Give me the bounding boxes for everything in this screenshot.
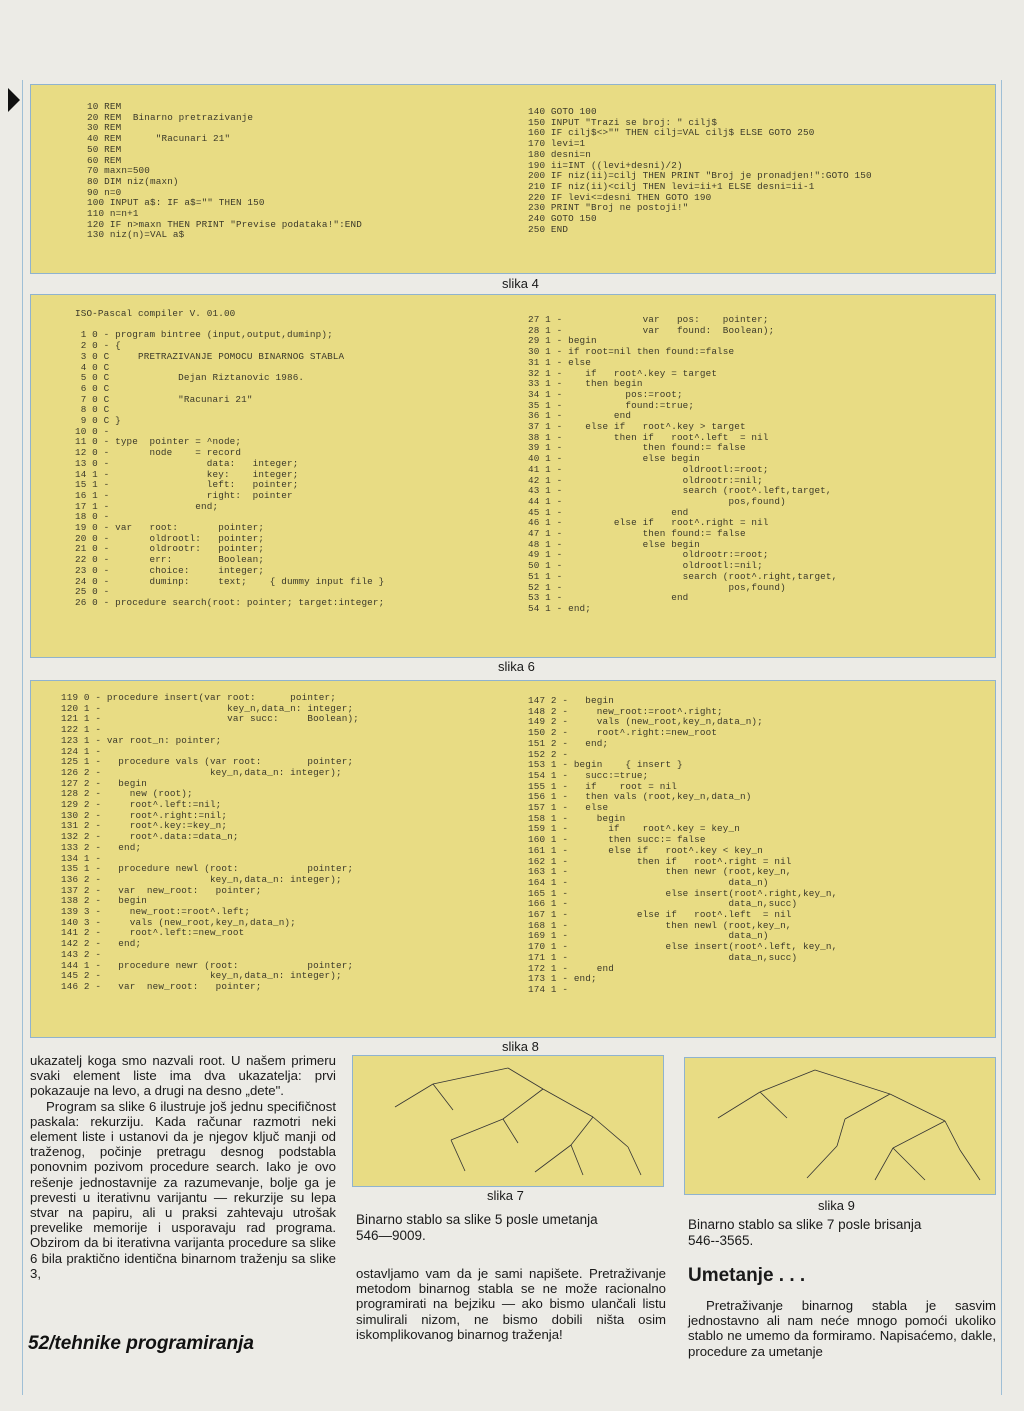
- listing-8-left: 119 0 - procedure insert(var root: pointer; 120 1 - key_n,data_n: integer; 121 1 - var succ: Boolean); 122 1 - 123 1 - var root_n: pointer; 124 1 - 125 1 - procedure vals (var root: pointer; 126 2 - key_n,data_n: integer); 127 2 - begin 128 2 - new (root); 129 2 - root^.left:=nil; 130 2 - root^.right:=nil; 131 2 - root^.key:=key_n; 132 2 - root^.data:=data_n; 133 2 - end; 134 1 - 135 1 - procedure newl (root: pointer; 136 2 - key_n,data_n: integer); 137 2 - var new_root: pointer; 138 2 - begin 139 3 - new_root:=root^.left; 140 3 - vals (new_root,key_n,data_n); 141 2 - root^.left:=new_root 142 2 - end; 143 2 - 144 1 - procedure newr (root: pointer; 145 2 - key_n,data_n: integer); 146 2 - var new_root: pointer;: [61, 692, 359, 992]
- figure-9-description: Binarno stablo sa slike 7 posle brisanja 546--3565.: [688, 1217, 922, 1248]
- caption-slika-6: slika 6: [498, 659, 535, 674]
- figure-7-tree: [352, 1055, 664, 1187]
- listing-6-left: ISO-Pascal compiler V. 01.00 1 0 - program bintree (input,output,duminp); 2 0 - { 3 0 C PRETRAZIVANJE POMOCU BINARNOG STABLA 4 0 C 5 0 C Dejan Riztanovic 1986. 6 0 C 7 0 C "Racunari 21" 8 0 C 9 0 C } 10 0 - 11 0 - type pointer = ^node; 12 0 - node = record 13 0 - data: integer; 14 1 - key: integer; 15 1 - left: pointer; 16 1 - right: pointer 17 1 - end; 18 0 - 19 0 - var root: pointer; 20 0 - oldrootl: pointer; 21 0 - oldrootr: pointer; 22 0 - err: Boolean; 23 0 - choice: integer; 24 0 - duminp: text; { dummy input file } 25 0 - 26 0 - procedure search(root: pointer; target:integer;: [75, 308, 385, 608]
- figure-6-listing: [30, 294, 996, 658]
- listing-4-right: 140 GOTO 100 150 INPUT "Trazi se broj: " cilj$ 160 IF cilj$<>"" THEN cilj=VAL cilj$ ELSE GOTO 250 170 levi=1 180 desni=n 190 ii=INT ((levi+desni)/2) 200 IF niz(ii)=cilj THEN PRINT "Broj je pronadjen!":GOTO 150 210 IF niz(ii)<cilj THEN levi=ii+1 ELSE desni=ii-1 220 IF levi<=desni THEN GOTO 190 230 PRINT "Broj ne postoji!" 240 GOTO 150 250 END: [528, 106, 872, 235]
- figure-8-listing: [30, 680, 996, 1038]
- listing-4-left: 10 REM 20 REM Binarno pretrazivanje 30 REM 40 REM "Racunari 21" 50 REM 60 REM 70 maxn=500 80 DIM niz(maxn) 90 n=0 100 INPUT a$: IF a$="" THEN 150 110 n=n+1 120 IF n>maxn THEN PRINT "Previse podataka!":END 130 niz(n)=VAL a$: [87, 101, 362, 241]
- caption-slika-7: slika 7: [487, 1188, 524, 1203]
- caption-slika-9: slika 9: [818, 1198, 855, 1213]
- body-left-paragraph-1: ukazatelj koga smo nazvali root. U našem primeru svaki element liste ima dva ukazatelja: prvi pokazauje na levo, a drugi na desno „dete".: [30, 1053, 336, 1099]
- tree-9-diagram: [685, 1058, 997, 1196]
- tree-9-edges: [718, 1070, 980, 1180]
- caption-slika-4: slika 4: [502, 276, 539, 291]
- page-footer: 52/tehnike programiranja: [28, 1333, 254, 1354]
- figure-7-description: Binarno stablo sa slike 5 posle umetanja 546—9009.: [356, 1212, 598, 1243]
- figure-9-tree: [684, 1057, 996, 1195]
- tree-7-diagram: [353, 1056, 665, 1188]
- section-heading: Umetanje . . .: [688, 1265, 806, 1286]
- body-column-right: Pretraživanje binarnog stabla je sasvim jednostavno ali nam neće mnogo pomoći ukoliko stablo ne umemo da formiramo. Napisaćemo, dakle, procedure za umetanje: [688, 1298, 996, 1359]
- body-left-paragraph-2: Program sa slike 6 ilustruje još jednu specifičnost paskala: rekurziju. Kada računar razmotri neki element liste i ustanovi da je njegov ključ manji od traženog, počinje pretragu desnog podstabla ponovnim pozivom procedure search. Iako je ovo rešenje jednostavnije za razumevanje, bolje ga je prevesti u iterativnu varijantu — rekurzije su lepa stvar na papiru, ali u praksi zahtevaju utrošak prevelike memorije i usporavaju rad programa. Obzirom da bi iterativna varijanta procedure sa slike 6 bila praktično identična binarnom traženju sa slike 3,: [30, 1098, 336, 1281]
- page-marker-arrow: [8, 88, 20, 112]
- caption-slika-8: slika 8: [502, 1039, 539, 1054]
- body-column-middle: ostavljamo vam da je sami napišete. Pretraživanje metodom binarnog stabla se ne može racionalno programirati na bejziku — ako bismo ulančali listu simulirali nizom, ne bismo dobili ništa osim iskomplikovanog binarnog traženja!: [356, 1266, 666, 1342]
- body-column-left: [30, 1053, 336, 1281]
- listing-8-right: 147 2 - begin 148 2 - new_root:=root^.right; 149 2 - vals (new_root,key_n,data_n); 150 2 - root^.right:=new_root 151 2 - end; 152 2 - 153 1 - begin { insert } 154 1 - succ:=true; 155 1 - if root = nil 156 1 - then vals (root,key_n,data_n) 157 1 - else 158 1 - begin 159 1 - if root^.key = key_n 160 1 - then succ:= false 161 1 - else if root^.key < key_n 162 1 - then if root^.right = nil 163 1 - then newr (root,key_n, 164 1 - data_n) 165 1 - else insert(root^.right,key_n, 166 1 - data_n,succ) 167 1 - else if root^.left = nil 168 1 - then newl (root,key_n, 169 1 - data_n) 170 1 - else insert(root^.left, key_n, 171 1 - data_n,succ) 172 1 - end 173 1 - end; 174 1 -: [528, 695, 838, 995]
- listing-6-right: 27 1 - var pos: pointer; 28 1 - var found: Boolean); 29 1 - begin 30 1 - if root=nil then found:=false 31 1 - else 32 1 - if root^.key = target 33 1 - then begin 34 1 - pos:=root; 35 1 - found:=true; 36 1 - end 37 1 - else if root^.key > target 38 1 - then if root^.left = nil 39 1 - then found:= false 40 1 - else begin 41 1 - oldrootl:=root; 42 1 - oldrootr:=nil; 43 1 - search (root^.left,target, 44 1 - pos,found) 45 1 - end 46 1 - else if root^.right = nil 47 1 - then found:= false 48 1 - else begin 49 1 - oldrootr:=root; 50 1 - oldrootl:=nil; 51 1 - search (root^.right,target, 52 1 - pos,found) 53 1 - end 54 1 - end;: [528, 314, 838, 614]
- tree-7-edges: [395, 1068, 641, 1175]
- figure-4-listing: [30, 84, 996, 274]
